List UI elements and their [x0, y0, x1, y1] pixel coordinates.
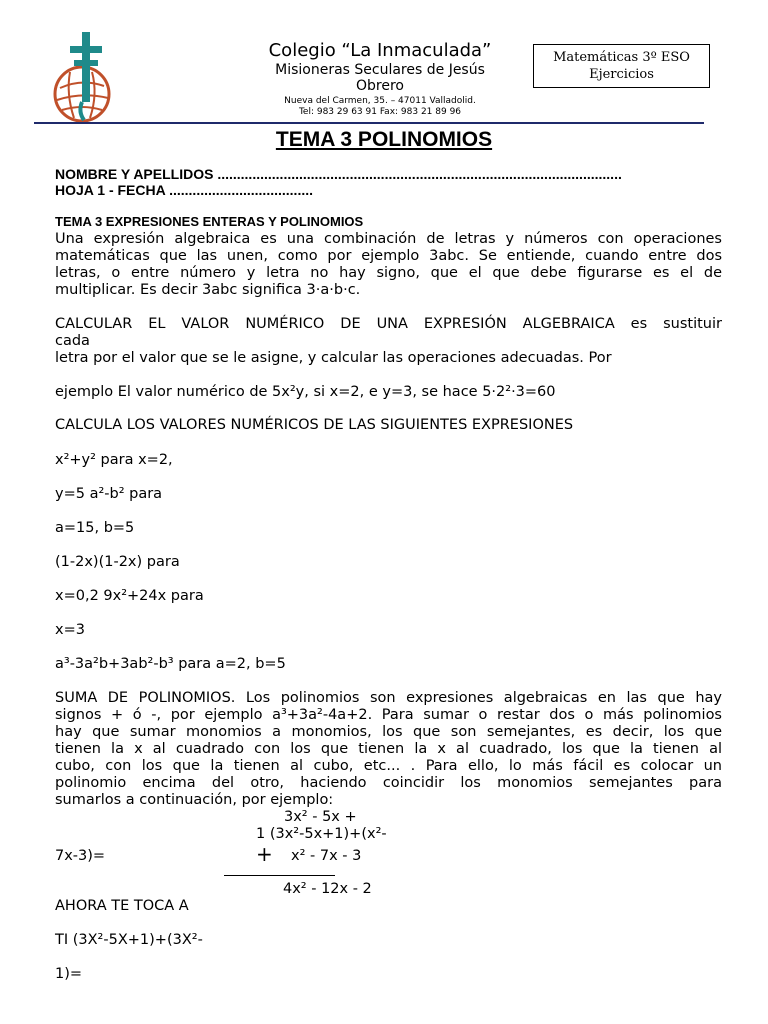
header-divider	[34, 122, 704, 124]
paragraph-line: multiplicar. Es decir 3abc significa 3·a·b·c.	[55, 282, 361, 298]
school-subtitle: Misioneras Seculares de Jesús Obrero	[275, 62, 485, 94]
exercise-item: x²+y² para x=2,	[55, 452, 173, 468]
exercise-item: x=0,2 9x²+24x para	[55, 588, 204, 604]
name-field: NOMBRE Y APELLIDOS ........................................................................................................	[55, 166, 622, 182]
operation-result: 4x² - 12x - 2	[283, 881, 372, 897]
section-heading: TEMA 3 EXPRESIONES ENTERAS Y POLINOMIOS	[55, 214, 364, 229]
practice-line: 1)=	[55, 966, 83, 982]
operation-row-1: 3x² - 5x +	[284, 809, 357, 825]
subject-label: Matemáticas 3º ESO	[553, 50, 690, 65]
exercise-item: a=15, b=5	[55, 520, 135, 536]
paragraph-line: SUMA DE POLINOMIOS. Los polinomios son expresiones algebraicas en las que hay	[55, 690, 722, 706]
exercises-heading: CALCULA LOS VALORES NUMÉRICOS DE LAS SIGUIENTES EXPRESIONES	[55, 417, 574, 433]
exercise-item: (1-2x)(1-2x) para	[55, 554, 180, 570]
paragraph-line: cada	[55, 333, 90, 349]
address-line: Nueva del Carmen, 35. – 47011 Valladolid.	[284, 96, 476, 106]
paragraph-line: sumarlos a continuación, por ejemplo:	[55, 792, 334, 808]
plus-sign: +	[256, 842, 273, 866]
school-name: Colegio “La Inmaculada”	[268, 40, 492, 61]
sum-rule	[224, 875, 335, 876]
subject-box	[533, 44, 710, 88]
operation-row-2: 1 (3x²-5x+1)+(x²-	[256, 826, 387, 842]
paragraph-line: tienen la x al cuadrado con los que tienen la x al cuadrado, los que la tienen al	[55, 741, 722, 757]
paragraph-line: matemáticas que las unen, como por ejemplo 3abc. Se entiende, cuando entre dos	[55, 248, 722, 264]
exercise-item: y=5 a²-b² para	[55, 486, 163, 502]
practice-line: TI (3X²-5X+1)+(3X²-	[55, 932, 203, 948]
sum-paragraph	[55, 690, 722, 809]
paragraph-line: hay que sumar monomios a monomios, los que son semejantes, es decir, los que	[55, 724, 722, 740]
paragraph-line: polinomio encima del otro, haciendo coincidir los monomios semejantes para	[55, 775, 722, 791]
exercise-item: x=3	[55, 622, 85, 638]
example-line: ejemplo El valor numérico de 5x²y, si x=2, e y=3, se hace 5·2²·3=60	[55, 384, 556, 400]
paragraph-line: cubo, con los que la tienen al cubo, etc... . Para ello, lo más fácil es colocar un	[55, 758, 722, 774]
page-title: TEMA 3 POLINOMIOS	[275, 128, 493, 151]
operation-row-3: x² - 7x - 3	[291, 848, 362, 864]
phone-line: Tel: 983 29 63 91 Fax: 983 21 89 96	[298, 107, 462, 116]
exercise-item: a³-3a²b+3ab²-b³ para a=2, b=5	[55, 656, 286, 672]
paragraph-line: letras, o entre número y letra no hay signo, que el que debe figurarse es el de	[55, 265, 722, 281]
paragraph-line: CALCULAR EL VALOR NUMÉRICO DE UNA EXPRESIÓN ALGEBRAICA es sustituir	[55, 316, 722, 332]
paragraph-line: Una expresión algebraica es una combinación de letras y números con operaciones	[55, 231, 722, 247]
paragraph-line: signos + ó -, por ejemplo a³+3a²-4a+2. Para sumar o restar dos o más polinomios	[55, 707, 722, 723]
school-logo	[52, 28, 118, 124]
subject-type: Ejercicios	[589, 67, 654, 82]
paragraph-line: letra por el valor que se le asigne, y calcular las operaciones adecuadas. Por	[55, 350, 612, 366]
school-address	[250, 96, 510, 116]
sheet-date-field: HOJA 1 - FECHA .....................................	[55, 182, 314, 198]
practice-line: AHORA TE TOCA A	[55, 898, 189, 914]
intro-paragraph	[55, 231, 722, 299]
numeric-value-paragraph	[55, 316, 722, 367]
operation-continuation: 7x-3)=	[55, 848, 106, 864]
